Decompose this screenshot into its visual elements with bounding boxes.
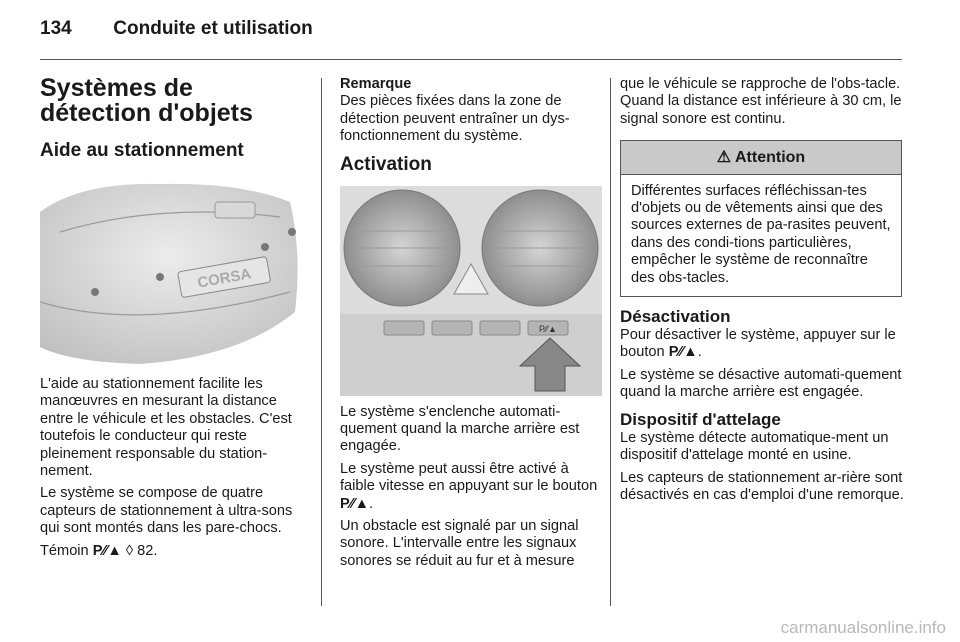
paragraph: Le système s'enclenche automati-quement quand la marche arrière est engagée.: [340, 403, 580, 455]
attention-text: Différentes surfaces réfléchissan-tes d'objets ou de vêtements ainsi que des sources externes de pa-rasites peuvent, dans des condi-tions particulières, empêcher le système de reconnaître des obs-tacles.: [631, 182, 891, 286]
parking-assist-icon: P⁄⁄▲: [92, 542, 122, 559]
parking-assist-icon: P⁄⁄▲: [340, 495, 370, 512]
paragraph: Le système se désactive automati-quement quand la marche arrière est engagée.: [620, 366, 902, 401]
attention-box: [620, 140, 902, 297]
paragraph-indicator: [40, 543, 304, 560]
paragraph: que le véhicule se rapproche de l'obs-tacle. Quand la distance est inférieure à 30 cm, le signal sonore est continu.: [620, 76, 902, 127]
paragraph: Les capteurs de stationnement ar-rière sont désactivés en cas d'emploi d'une remorque.: [620, 469, 904, 503]
text: Pour désactiver le système, appuyer sur le bouton: [620, 327, 896, 361]
paragraph: Le système détecte automatique-ment un dispositif d'attelage monté en usine.: [620, 429, 889, 464]
activation-heading: Activation: [340, 153, 432, 175]
parking-assist-icon: P⁄⁄▲: [668, 344, 698, 361]
text: .: [369, 495, 374, 512]
rear-bumper-illustration: [40, 172, 302, 368]
paragraph: L'aide au stationnement facilite les manœuvres en mesurant la distance entre le véhicule et les obstacles. C'est toutefois le conducteur qui reste pleinement responsable du station-nement.: [40, 376, 292, 480]
deactivation-heading: Désactivation: [620, 307, 731, 327]
page-number: 134: [40, 18, 72, 39]
column-divider-1: [321, 78, 322, 606]
section-title: Conduite et utilisation: [113, 18, 313, 39]
page-header: [40, 18, 313, 40]
watermark: carmanualsonline.info: [780, 618, 946, 637]
paragraph: Un obstacle est signalé par un signal sonore. L'intervalle entre les signaux sonores se réduit au fur et à mesure: [340, 518, 579, 569]
section-heading: Aide au stationnement: [40, 140, 244, 161]
column-1: [40, 76, 304, 565]
license-plate-text: CORSA: [196, 265, 253, 292]
dashboard-button-illustration: [340, 186, 602, 396]
paragraph-activation-button: [340, 461, 604, 513]
text: Témoin: [40, 542, 89, 559]
towbar-heading: Dispositif d'attelage: [620, 409, 781, 429]
column-divider-2: [610, 78, 611, 606]
note-title: Remarque: [340, 76, 412, 92]
page-reference: ◊ 82.: [125, 542, 158, 559]
column-3: [620, 76, 904, 509]
text: Le système peut aussi être activé à faible vitesse en appuyant sur le bouton: [340, 460, 598, 495]
header-divider: [40, 59, 902, 60]
note-text: Des pièces fixées dans la zone de détection peuvent entraîner un dys-fonctionnement du système.: [340, 93, 570, 145]
paragraph: Le système se compose de quatre capteurs de stationnement à ultra-sons qui sont montés dans les pare-chocs.: [40, 485, 293, 537]
text: .: [697, 344, 702, 361]
paragraph-deactivation-button: [620, 327, 904, 362]
warning-icon: ⚠: [716, 149, 732, 167]
attention-header: [621, 141, 901, 174]
attention-title: Attention: [735, 149, 806, 167]
column-2: [340, 76, 604, 575]
button-icon-label: P⁄⁄▲: [539, 323, 557, 334]
chapter-title: Systèmes de détection d'objets: [40, 74, 253, 127]
